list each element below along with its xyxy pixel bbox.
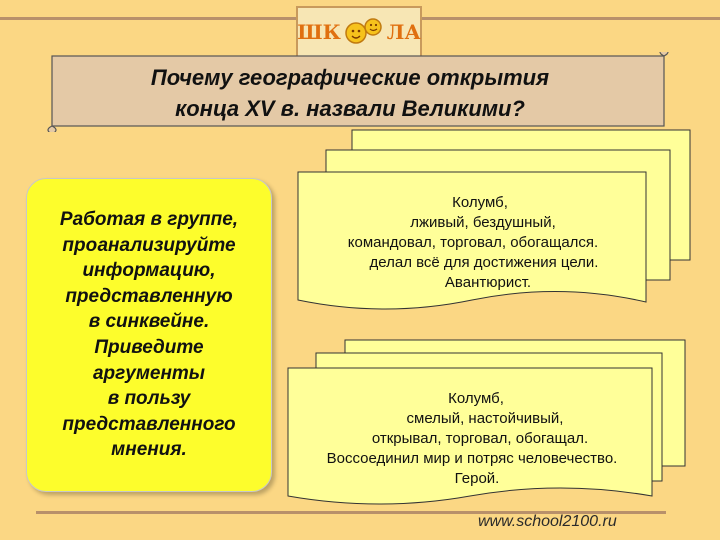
cinquain-1-line-2: лживый, бездушный, xyxy=(410,214,556,231)
cinquain-1-line-5: Авантюрист. xyxy=(444,274,532,291)
cinquain-2-line-3: открывал, торговал, обогащал. xyxy=(371,430,589,447)
cinquain-2-line-1: Колумб, xyxy=(448,390,504,407)
title-line-1: Почему географические открытия xyxy=(150,65,550,90)
logo-text-right: ЛА xyxy=(386,20,421,44)
cinquain-2 xyxy=(284,389,660,489)
cinquain-2-line-4: Воссоединил мир и потряс человечество. xyxy=(326,450,618,467)
cinquain-1 xyxy=(300,193,646,293)
title-line-2: конца XV в. назвали Великими? xyxy=(175,96,525,121)
cinquain-1-line-3: командовал, торговал, обогащался. xyxy=(347,234,599,251)
cinquain-2-line-5: Герой. xyxy=(454,470,500,487)
cinquain-1-line-1: Колумб, xyxy=(452,194,508,211)
site-url: www.school2100.ru xyxy=(478,513,617,530)
cinquain-2-line-2: смелый, настойчивый, xyxy=(406,410,564,427)
cinquain-1-line-4: делал всё для достижения цели. xyxy=(369,254,599,271)
logo-text-left: ШК xyxy=(297,20,341,44)
task-text: Работая в группе, проанализируйте информацию, представленную в синквейне. Приведите аргументы в пользу представленного мнения. xyxy=(59,209,239,461)
